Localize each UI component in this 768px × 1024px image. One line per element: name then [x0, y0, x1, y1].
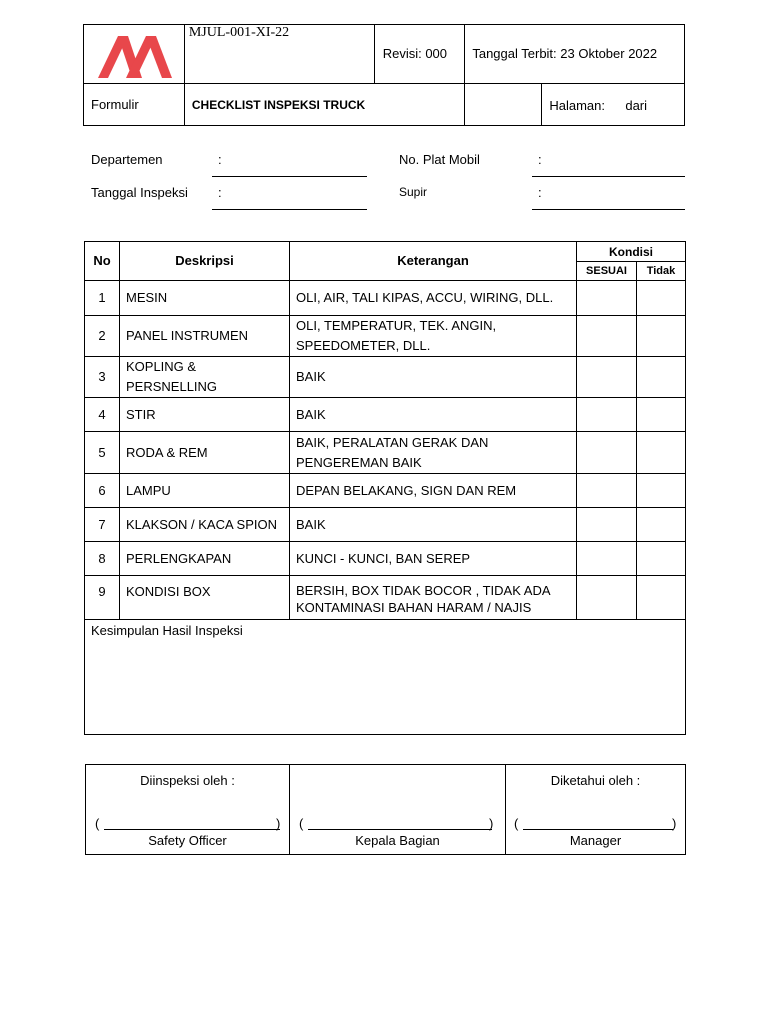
row-desc: MESIN — [120, 281, 290, 316]
check-not-cell[interactable] — [637, 474, 686, 508]
row-desc: STIR — [120, 398, 290, 432]
check-ok-cell[interactable] — [577, 508, 637, 542]
row-note: BAIK, PERALATAN GERAK DAN PENGEREMAN BAIK — [290, 432, 577, 474]
check-not-cell[interactable] — [637, 281, 686, 316]
col-no-header: No — [85, 242, 120, 281]
check-not-cell[interactable] — [637, 357, 686, 398]
row-number: 7 — [85, 508, 120, 542]
table-row — [85, 432, 686, 474]
row-number: 3 — [85, 357, 120, 398]
form-label-cell — [84, 84, 185, 126]
row-note: OLI, AIR, TALI KIPAS, ACCU, WIRING, DLL. — [290, 281, 577, 316]
inspection-date-field[interactable] — [212, 209, 367, 210]
close-paren: ) — [489, 816, 494, 831]
check-ok-cell[interactable] — [577, 576, 637, 620]
check-ok-cell[interactable] — [577, 357, 637, 398]
logo-stroke-right — [146, 36, 172, 78]
table-row — [85, 542, 686, 576]
row-note: KUNCI - KUNCI, BAN SEREP — [290, 542, 577, 576]
department-label: Departemen — [91, 152, 163, 167]
department-field[interactable] — [212, 176, 367, 177]
check-not-cell[interactable] — [637, 398, 686, 432]
row-note: BAIK — [290, 398, 577, 432]
check-ok-cell[interactable] — [577, 281, 637, 316]
col-ok-header: SESUAI — [577, 262, 637, 281]
revision-cell — [374, 25, 465, 84]
driver-colon: : — [538, 185, 542, 200]
check-ok-cell[interactable] — [577, 432, 637, 474]
page-cell — [465, 84, 685, 126]
plate-label: No. Plat Mobil — [399, 152, 480, 167]
role-manager: Manager — [569, 833, 622, 848]
signature-line-head[interactable] — [308, 829, 492, 830]
signature-line-inspector[interactable] — [104, 829, 280, 830]
logo-cell — [84, 25, 185, 84]
col-cond-header: Kondisi — [577, 242, 686, 262]
row-note: DEPAN BELAKANG, SIGN DAN REM — [290, 474, 577, 508]
role-kepala-bagian: Kepala Bagian — [355, 833, 440, 848]
driver-label: Supir — [399, 185, 428, 199]
check-ok-cell[interactable] — [577, 542, 637, 576]
signature-head — [290, 765, 506, 855]
form-title-cell — [184, 84, 464, 126]
plate-colon: : — [538, 152, 542, 167]
col-note-header: Keterangan — [290, 242, 577, 281]
document-header — [83, 24, 685, 126]
issue-date-cell — [465, 25, 685, 84]
checklist-table — [84, 241, 686, 735]
close-paren: ) — [672, 816, 677, 831]
signature-inspector — [86, 765, 290, 855]
check-not-cell[interactable] — [637, 576, 686, 620]
signature-manager — [506, 765, 686, 855]
check-not-cell[interactable] — [637, 508, 686, 542]
row-desc: KLAKSON / KACA SPION — [120, 508, 290, 542]
row-desc: KOPLING & PERSNELLING — [120, 357, 290, 398]
table-row — [85, 508, 686, 542]
row-desc: LAMPU — [120, 474, 290, 508]
conclusion-label: Kesimpulan Hasil Inspeksi — [91, 623, 243, 638]
col-not-header: Tidak — [637, 262, 686, 281]
known-by-label: Diketahui oleh : — [550, 773, 641, 788]
doc-code: MJUL-001-XI-22 — [188, 25, 290, 40]
row-note: BAIK — [290, 357, 577, 398]
row-number: 8 — [85, 542, 120, 576]
signature-table — [85, 764, 686, 855]
row-number: 9 — [85, 576, 120, 620]
company-logo-icon — [92, 30, 176, 82]
open-paren: ( — [95, 816, 100, 831]
table-row — [85, 576, 686, 620]
row-number: 4 — [85, 398, 120, 432]
table-row — [85, 474, 686, 508]
col-desc-header: Deskripsi — [120, 242, 290, 281]
page-of: dari — [625, 98, 648, 113]
form-label: Formulir — [91, 96, 139, 112]
row-desc: KONDISI BOX — [120, 576, 290, 620]
plate-field[interactable] — [532, 176, 685, 177]
revision: Revisi: 000 — [382, 46, 448, 61]
check-ok-cell[interactable] — [577, 474, 637, 508]
check-not-cell[interactable] — [637, 316, 686, 357]
conclusion-area[interactable] — [85, 620, 686, 735]
open-paren: ( — [299, 816, 304, 831]
signature-line-manager[interactable] — [523, 829, 673, 830]
issue-date: Tanggal Terbit: 23 Oktober 2022 — [472, 46, 658, 61]
row-note: OLI, TEMPERATUR, TEK. ANGIN, SPEEDOMETER, DLL. — [290, 316, 577, 357]
close-paren: ) — [276, 816, 281, 831]
driver-field[interactable] — [532, 209, 685, 210]
doc-code-cell — [184, 25, 374, 84]
check-ok-cell[interactable] — [577, 398, 637, 432]
row-desc: PERLENGKAPAN — [120, 542, 290, 576]
check-ok-cell[interactable] — [577, 316, 637, 357]
table-row — [85, 281, 686, 316]
inspection-date-colon: : — [218, 185, 222, 200]
check-not-cell[interactable] — [637, 542, 686, 576]
table-row — [85, 398, 686, 432]
inspected-by-label: Diinspeksi oleh : — [140, 773, 235, 788]
row-number: 6 — [85, 474, 120, 508]
row-number: 5 — [85, 432, 120, 474]
department-colon: : — [218, 152, 222, 167]
role-safety-officer: Safety Officer — [148, 833, 227, 848]
page-label: Halaman: — [549, 98, 605, 113]
check-not-cell[interactable] — [637, 432, 686, 474]
form-title: CHECKLIST INSPEKSI TRUCK — [191, 97, 366, 112]
row-note: BERSIH, BOX TIDAK BOCOR , TIDAK ADA KONTAMINASI BAHAN HARAM / NAJIS — [290, 576, 577, 620]
row-desc: RODA & REM — [120, 432, 290, 474]
row-note: BAIK — [290, 508, 577, 542]
inspection-date-label: Tanggal Inspeksi — [91, 185, 188, 200]
table-row — [85, 316, 686, 357]
open-paren: ( — [514, 816, 519, 831]
row-desc: PANEL INSTRUMEN — [120, 316, 290, 357]
table-row — [85, 357, 686, 398]
row-number: 1 — [85, 281, 120, 316]
row-number: 2 — [85, 316, 120, 357]
